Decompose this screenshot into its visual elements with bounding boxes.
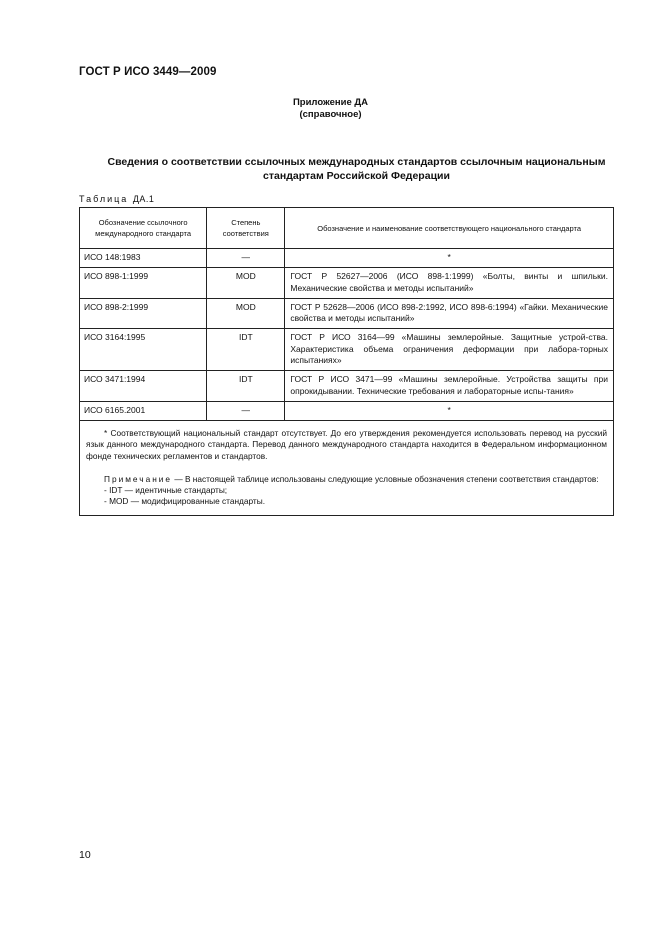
cell-national: * [285, 401, 614, 420]
table-notes-row [80, 421, 614, 516]
table-caption-label: Таблица [79, 194, 129, 204]
page-number: 10 [79, 849, 91, 861]
cell-degree: IDT [207, 371, 285, 402]
table-row [80, 371, 614, 402]
note-text: — В настоящей таблице использованы следующие условные обозначения степени соответствия стандартов: [174, 473, 599, 484]
annex-title: Приложение ДА [292, 97, 369, 108]
cell-degree: MOD [207, 268, 285, 299]
cell-degree: IDT [207, 329, 285, 371]
table-row [80, 268, 614, 299]
cell-intl: ИСО 898-1:1999 [80, 268, 207, 299]
note-idt: - IDT — идентичные стандарты; [104, 485, 228, 496]
footnote-text: * Соответствующий национальный стандарт отсутствует. До его утверждения рекомендуется использовать перевод на русский язык данного международного стандарта. Перевод данного международного стандарта находится в Федеральном информационном фонде технических регламентов и стандартов. [86, 428, 607, 461]
cell-intl: ИСО 3164:1995 [80, 329, 207, 371]
table-notes [80, 421, 614, 516]
table-header-row [80, 208, 614, 249]
cell-intl: ИСО 148:1983 [80, 249, 207, 268]
table-caption-number: ДА.1 [132, 194, 155, 204]
cell-degree: — [207, 401, 285, 420]
cell-national: ГОСТ Р ИСО 3471—99 «Машины землеройные. Устройства защиты при опрокидывании. Технические требования и лабораторные испы-тания» [285, 371, 614, 402]
cell-degree: — [207, 249, 285, 268]
header-degree: Степень соответствия [207, 208, 285, 249]
cell-degree: MOD [207, 298, 285, 329]
note-paragraph [86, 474, 607, 485]
table-row [80, 249, 614, 268]
note-mod: - MOD — модифицированные стандарты. [104, 496, 266, 507]
section-title [79, 155, 634, 183]
cell-national: ГОСТ Р 52627—2006 (ИСО 898-1:1999) «Болты, винты и шпильки. Механические свойства и методы испытаний» [285, 268, 614, 299]
cell-national: ГОСТ Р ИСО 3164—99 «Машины землеройные. Защитные устрой-ства. Характеристика объема ограничения деформации при лабора-торных испытаниях» [285, 329, 614, 371]
cell-national: ГОСТ Р 52628—2006 (ИСО 898-2:1992, ИСО 898-6:1994) «Гайки. Механические свойства и методы испытаний» [285, 298, 614, 329]
header-national-standard: Обозначение и наименование соответствующего национального стандарта [285, 208, 614, 249]
note-label: Примечание [104, 473, 173, 484]
table-caption [79, 194, 154, 204]
annex-subtitle: (справочное) [299, 109, 362, 120]
header-intl-standard: Обозначение ссылочного международного стандарта [80, 208, 207, 249]
section-title-line-2: стандартам Российской Федерации [263, 170, 450, 182]
table-row [80, 298, 614, 329]
table-row [80, 401, 614, 420]
standards-table [79, 207, 614, 516]
cell-intl: ИСО 3471:1994 [80, 371, 207, 402]
document-code: ГОСТ Р ИСО 3449—2009 [79, 66, 217, 78]
table-row [80, 329, 614, 371]
cell-intl: ИСО 898-2:1999 [80, 298, 207, 329]
cell-intl: ИСО 6165.2001 [80, 401, 207, 420]
cell-national: * [285, 249, 614, 268]
section-title-line-1: Сведения о соответствии ссылочных международных стандартов ссылочным национальным [107, 156, 606, 168]
